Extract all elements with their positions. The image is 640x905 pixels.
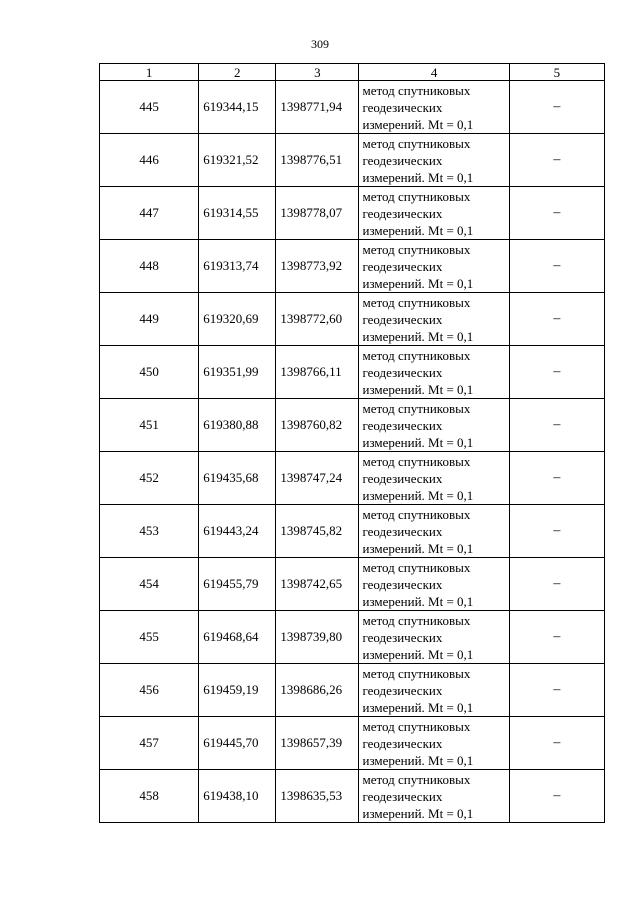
note-cell: – (509, 81, 604, 134)
x-coordinate-cell: 619351,99 (199, 346, 276, 399)
y-coordinate-cell: 1398739,80 (276, 611, 359, 664)
table-body (100, 81, 605, 823)
table-row (100, 770, 605, 823)
table-row (100, 505, 605, 558)
table-row (100, 664, 605, 717)
y-coordinate-cell: 1398747,24 (276, 452, 359, 505)
note-cell: – (509, 134, 604, 187)
method-cell: метод спутниковых геодезических измерений. Mt = 0,1 (359, 134, 509, 187)
point-number-cell: 452 (100, 452, 199, 505)
y-coordinate-cell: 1398773,92 (276, 240, 359, 293)
method-cell: метод спутниковых геодезических измерений. Mt = 0,1 (359, 187, 509, 240)
point-number-cell: 458 (100, 770, 199, 823)
note-cell: – (509, 611, 604, 664)
point-number-cell: 456 (100, 664, 199, 717)
note-cell: – (509, 452, 604, 505)
x-coordinate-cell: 619435,68 (199, 452, 276, 505)
x-coordinate-cell: 619455,79 (199, 558, 276, 611)
note-cell: – (509, 293, 604, 346)
table-row (100, 134, 605, 187)
note-cell: – (509, 399, 604, 452)
header-col-2: 2 (199, 64, 276, 81)
header-col-3: 3 (276, 64, 359, 81)
note-cell: – (509, 558, 604, 611)
method-cell: метод спутниковых геодезических измерений. Mt = 0,1 (359, 770, 509, 823)
table-row (100, 452, 605, 505)
header-col-5: 5 (509, 64, 604, 81)
y-coordinate-cell: 1398771,94 (276, 81, 359, 134)
point-number-cell: 457 (100, 717, 199, 770)
point-number-cell: 451 (100, 399, 199, 452)
point-number-cell: 446 (100, 134, 199, 187)
x-coordinate-cell: 619445,70 (199, 717, 276, 770)
table-header (100, 64, 605, 81)
note-cell: – (509, 187, 604, 240)
method-cell: метод спутниковых геодезических измерений. Mt = 0,1 (359, 399, 509, 452)
note-cell: – (509, 717, 604, 770)
table-row (100, 240, 605, 293)
method-cell: метод спутниковых геодезических измерений. Mt = 0,1 (359, 346, 509, 399)
point-number-cell: 448 (100, 240, 199, 293)
method-cell: метод спутниковых геодезических измерений. Mt = 0,1 (359, 717, 509, 770)
point-number-cell: 445 (100, 81, 199, 134)
y-coordinate-cell: 1398772,60 (276, 293, 359, 346)
method-cell: метод спутниковых геодезических измерений. Mt = 0,1 (359, 81, 509, 134)
method-cell: метод спутниковых геодезических измерений. Mt = 0,1 (359, 240, 509, 293)
x-coordinate-cell: 619443,24 (199, 505, 276, 558)
x-coordinate-cell: 619468,64 (199, 611, 276, 664)
x-coordinate-cell: 619380,88 (199, 399, 276, 452)
y-coordinate-cell: 1398760,82 (276, 399, 359, 452)
table-row (100, 187, 605, 240)
table-row (100, 611, 605, 664)
method-cell: метод спутниковых геодезических измерений. Mt = 0,1 (359, 452, 509, 505)
y-coordinate-cell: 1398657,39 (276, 717, 359, 770)
header-col-1: 1 (100, 64, 199, 81)
method-cell: метод спутниковых геодезических измерений. Mt = 0,1 (359, 664, 509, 717)
method-cell: метод спутниковых геодезических измерений. Mt = 0,1 (359, 505, 509, 558)
table-row (100, 293, 605, 346)
table-row (100, 558, 605, 611)
x-coordinate-cell: 619438,10 (199, 770, 276, 823)
method-cell: метод спутниковых геодезических измерений. Mt = 0,1 (359, 293, 509, 346)
note-cell: – (509, 240, 604, 293)
point-number-cell: 450 (100, 346, 199, 399)
y-coordinate-cell: 1398635,53 (276, 770, 359, 823)
point-number-cell: 449 (100, 293, 199, 346)
table-row (100, 81, 605, 134)
header-col-4: 4 (359, 64, 509, 81)
y-coordinate-cell: 1398686,26 (276, 664, 359, 717)
note-cell: – (509, 346, 604, 399)
x-coordinate-cell: 619321,52 (199, 134, 276, 187)
x-coordinate-cell: 619344,15 (199, 81, 276, 134)
method-cell: метод спутниковых геодезических измерений. Mt = 0,1 (359, 558, 509, 611)
note-cell: – (509, 770, 604, 823)
note-cell: – (509, 505, 604, 558)
point-number-cell: 453 (100, 505, 199, 558)
x-coordinate-cell: 619320,69 (199, 293, 276, 346)
y-coordinate-cell: 1398742,65 (276, 558, 359, 611)
note-cell: – (509, 664, 604, 717)
x-coordinate-cell: 619313,74 (199, 240, 276, 293)
table-row (100, 717, 605, 770)
method-cell: метод спутниковых геодезических измерений. Mt = 0,1 (359, 611, 509, 664)
y-coordinate-cell: 1398778,07 (276, 187, 359, 240)
coordinates-table (99, 63, 605, 823)
y-coordinate-cell: 1398766,11 (276, 346, 359, 399)
point-number-cell: 454 (100, 558, 199, 611)
x-coordinate-cell: 619459,19 (199, 664, 276, 717)
y-coordinate-cell: 1398776,51 (276, 134, 359, 187)
y-coordinate-cell: 1398745,82 (276, 505, 359, 558)
page-number: 309 (311, 37, 329, 51)
table-row (100, 346, 605, 399)
header-row (100, 64, 605, 81)
x-coordinate-cell: 619314,55 (199, 187, 276, 240)
point-number-cell: 455 (100, 611, 199, 664)
point-number-cell: 447 (100, 187, 199, 240)
table-row (100, 399, 605, 452)
